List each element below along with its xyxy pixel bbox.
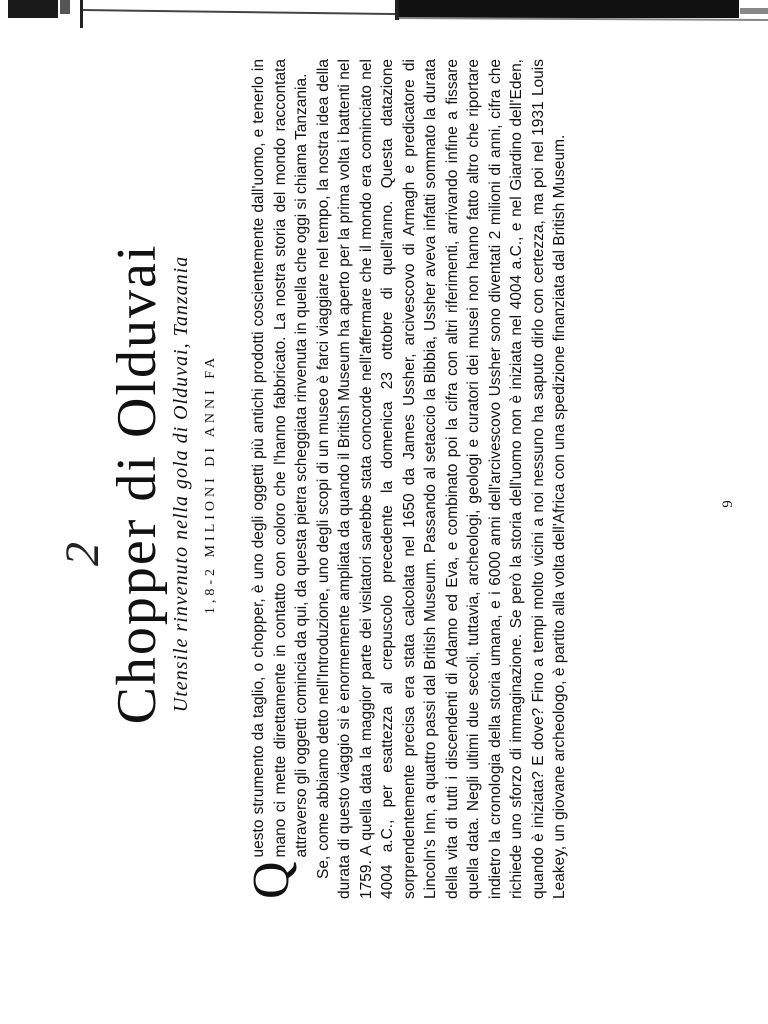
drop-cap: Q xyxy=(243,861,300,899)
chapter-subtitle: Utensile rinvenuto nella gola di Olduvai, Tanzania xyxy=(170,255,192,713)
paragraph-2: Se, come abbiamo detto nell'Introduzione, uno degli scopi di un museo è farci viaggiare nel tempo, la nostra idea della durata di questo viaggio si è enormemente ampliata da quando il British Museum ha aperto per la prima volta i battenti nel 1759. A quella data la maggior parte dei visitatori sarebbe stata concorde nell'affermare che il mondo era cominciato nel 4004 a.C., per esattezza al crepuscolo precedente la domenica 23 ottobre di quell'anno. Questa datazione sorprendentemente precisa era stata calcolata nel 1650 da James Ussher, arcivescovo di Armagh e predicatore di Lincoln's Inn, a quattro passi dal British Museum. Passando al setaccio la Bibbia, Ussher aveva infatti sommato la durata della vita di tutti i discendenti di Adamo ed Eva, e combinato poi la cifra con altri riferimenti, arrivando infine a fissare quella data. Negli ultimi due secoli, tuttavia, archeologi, geologi e curatori dei musei non hanno fatto altro che riportare indietro la cronologia della storia umana, e i 6000 anni dell'arcivescovo Ussher sono diventati 2 milioni di anni, cifra che richiede uno sforzo di immaginazione. Se però la storia dell'uomo non è iniziata nel 4004 a.C., e nel Giardino dell'Eden, quando è iniziata? E dove? Fino a tempi molto vicini a noi nessuno ha saputo dirlo con certezza, ma poi nel 1931 Louis Leakey, un giovane archeologo, è partito alla volta dell'Africa con una spedizione finanziata dal British Museum. xyxy=(314,59,568,899)
chapter-title: Chopper di Olduvai xyxy=(106,243,168,725)
paragraph-1-text: uesto strumento da taglio, o chopper, è uno degli oggetti più antichi prodotti coscientemente dall'uomo, e tenerlo in mano ci mette direttamente in contatto con coloro che l'hanno fabbricato. La nostra storia del mondo raccontata attraverso gli oggetti comincia da qui, da questa pietra scheggiata rinvenuta in quella che oggi si chiama Tanzania. xyxy=(250,59,310,858)
chapter-number: 2 xyxy=(56,542,109,566)
chapter-body xyxy=(243,59,571,899)
page-number: 9 xyxy=(720,500,736,508)
chapter-dates: 1,8-2 MILIONI DI ANNI FA xyxy=(203,353,218,615)
paragraph-1 xyxy=(243,59,313,899)
